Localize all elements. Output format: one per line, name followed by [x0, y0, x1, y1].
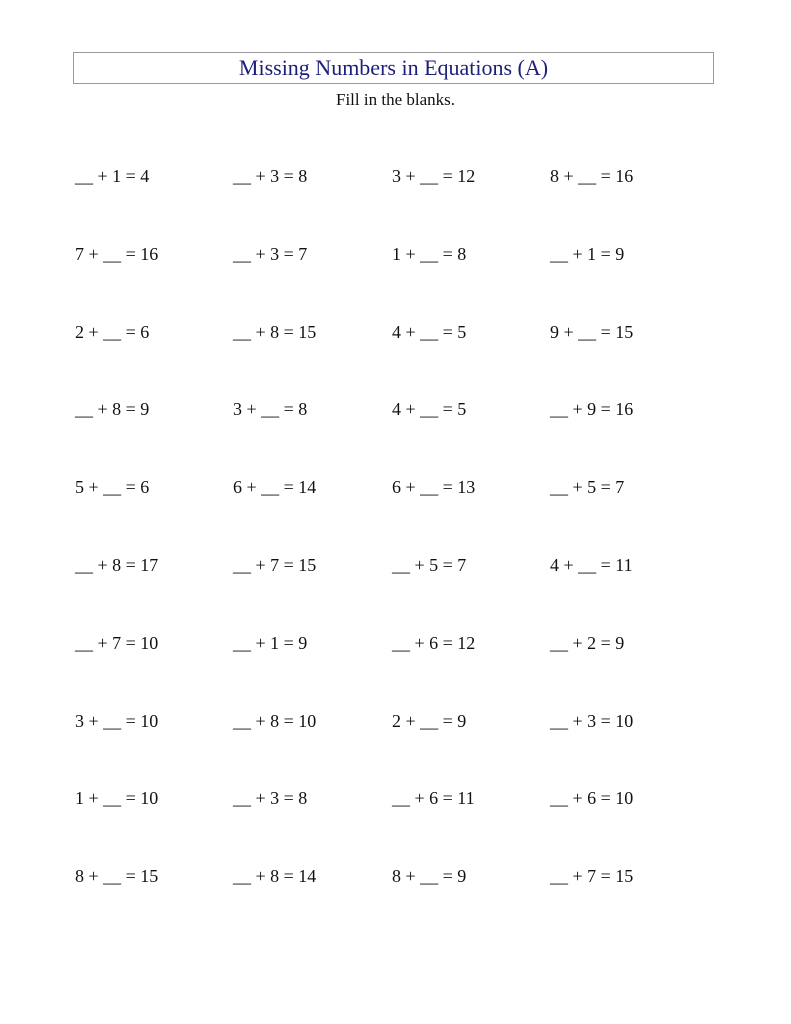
equation-item: 8 + __ = 16 — [550, 166, 634, 186]
equation-item: __ + 3 = 8 — [233, 788, 308, 808]
equation-item: __ + 6 = 11 — [392, 788, 475, 808]
equation-item: 4 + __ = 5 — [392, 322, 467, 342]
equation-item: __ + 7 = 15 — [550, 866, 634, 886]
equation-item: 3 + __ = 12 — [392, 166, 476, 186]
equation-item: 3 + __ = 10 — [75, 711, 159, 731]
equation-item: __ + 5 = 7 — [392, 555, 467, 575]
equation-item: __ + 3 = 8 — [233, 166, 308, 186]
equation-item: 8 + __ = 15 — [75, 866, 159, 886]
equation-item: __ + 1 = 4 — [75, 166, 150, 186]
worksheet-title: Missing Numbers in Equations (A) — [238, 55, 549, 80]
equation-item: 4 + __ = 11 — [550, 555, 633, 575]
equation-item: 1 + __ = 8 — [392, 244, 467, 264]
equation-item: __ + 6 = 10 — [550, 788, 634, 808]
equation-item: 6 + __ = 14 — [233, 477, 317, 497]
equation-item: 6 + __ = 13 — [392, 477, 476, 497]
equation-item: 7 + __ = 16 — [75, 244, 159, 264]
equation-item: 3 + __ = 8 — [233, 399, 308, 419]
equation-item: __ + 1 = 9 — [233, 633, 308, 653]
equation-item: __ + 8 = 17 — [75, 555, 159, 575]
equation-item: 1 + __ = 10 — [75, 788, 159, 808]
equation-item: __ + 6 = 12 — [392, 633, 476, 653]
equation-item: __ + 5 = 7 — [550, 477, 625, 497]
equation-item: __ + 8 = 10 — [233, 711, 317, 731]
worksheet-instructions: Fill in the blanks. — [336, 90, 455, 109]
equation-item: __ + 8 = 9 — [75, 399, 150, 419]
equation-item: __ + 8 = 15 — [233, 322, 317, 342]
equation-item: 2 + __ = 6 — [75, 322, 150, 342]
equation-item: 4 + __ = 5 — [392, 399, 467, 419]
equation-item: __ + 7 = 10 — [75, 633, 159, 653]
equation-item: __ + 1 = 9 — [550, 244, 625, 264]
equation-item: __ + 3 = 10 — [550, 711, 634, 731]
equation-item: 5 + __ = 6 — [75, 477, 150, 497]
equation-item: 8 + __ = 9 — [392, 866, 467, 886]
equation-item: __ + 8 = 14 — [233, 866, 317, 886]
equation-item: __ + 7 = 15 — [233, 555, 317, 575]
equation-item: __ + 9 = 16 — [550, 399, 634, 419]
equation-item: 2 + __ = 9 — [392, 711, 467, 731]
equation-item: 9 + __ = 15 — [550, 322, 634, 342]
equation-item: __ + 3 = 7 — [233, 244, 308, 264]
equation-item: __ + 2 = 9 — [550, 633, 625, 653]
